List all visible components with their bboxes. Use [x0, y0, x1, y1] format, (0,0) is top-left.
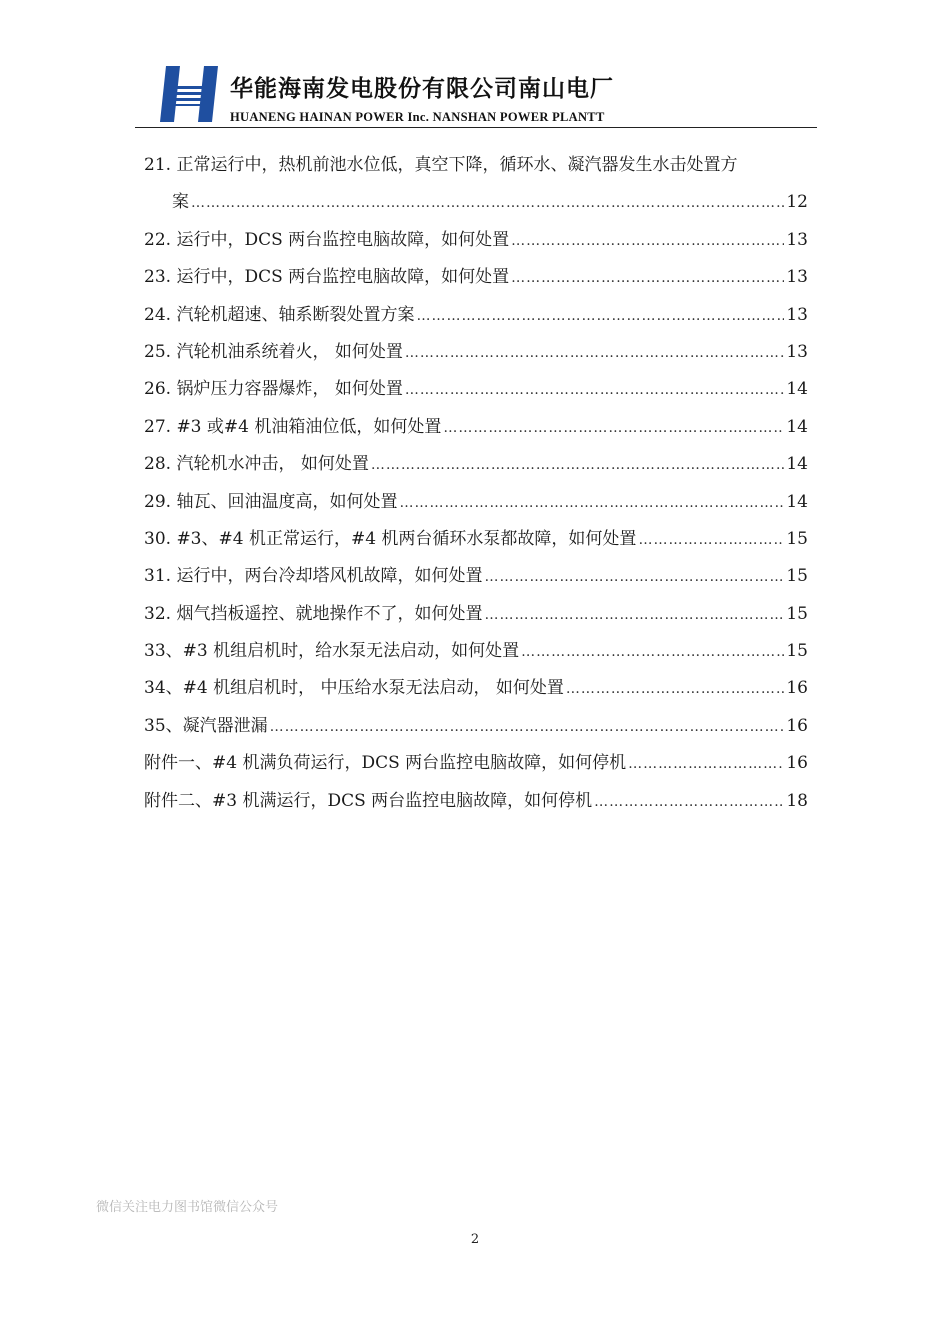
toc-entry[interactable] — [144, 748, 808, 785]
toc-entry[interactable] — [144, 412, 808, 449]
toc-leader-dots — [399, 495, 784, 511]
toc-leader-dots — [191, 195, 784, 211]
toc-page-number: 13 — [786, 341, 808, 362]
toc-page-number: 16 — [786, 715, 808, 736]
toc-entry-title: 22. 运行中，DCS 两台监控电脑故障，如何处置 — [144, 229, 510, 250]
toc-page-number: 16 — [786, 678, 808, 699]
toc-entry-title: 23. 运行中，DCS 两台监控电脑故障，如何处置 — [144, 267, 510, 288]
huaneng-h-logo-icon — [160, 66, 218, 122]
toc-leader-dots — [405, 345, 785, 361]
toc-page-number: 15 — [786, 566, 808, 587]
toc-entry[interactable] — [144, 786, 808, 823]
toc-entry-title: 35、凝汽器泄漏 — [144, 715, 268, 736]
table-of-contents — [144, 150, 808, 823]
toc-entry[interactable] — [144, 225, 808, 262]
toc-entry[interactable] — [144, 262, 808, 299]
toc-page-number: 15 — [786, 641, 808, 662]
toc-entry-title: 28. 汽轮机水冲击， 如何处置 — [144, 454, 369, 475]
toc-page-number: 18 — [786, 790, 808, 811]
toc-leader-dots — [484, 569, 784, 585]
toc-entry-title: 26. 锅炉压力容器爆炸， 如何处置 — [144, 379, 403, 400]
toc-leader-dots — [628, 756, 784, 772]
toc-entry[interactable] — [144, 487, 808, 524]
toc-entry[interactable] — [144, 561, 808, 598]
toc-leader-dots — [521, 644, 784, 660]
toc-entry-title: 21. 正常运行中，热机前池水位低，真空下降，循环水、凝汽器发生水击处置方 — [144, 155, 738, 175]
header-divider — [135, 127, 817, 128]
toc-entry-title: 25. 汽轮机油系统着火， 如何处置 — [144, 341, 403, 362]
toc-entry-title: 29. 轴瓦、回油温度高，如何处置 — [144, 491, 398, 512]
toc-leader-dots — [371, 457, 785, 473]
toc-entry[interactable] — [144, 337, 808, 374]
toc-entry-title: 附件二、#3 机满运行，DCS 两台监控电脑故障，如何停机 — [144, 790, 593, 811]
toc-page-number: 14 — [786, 454, 808, 475]
toc-leader-dots — [638, 532, 784, 548]
toc-page-number: 12 — [786, 192, 808, 213]
toc-leader-dots — [405, 382, 785, 398]
company-name-en: HUANENG HAINAN POWER Inc. NANSHAN POWER PLANTT — [230, 110, 605, 124]
toc-entry[interactable] — [144, 300, 808, 337]
toc-page-number: 15 — [786, 528, 808, 549]
toc-entry-title: 34、#4 机组启机时， 中压给水泵无法启动， 如何处置 — [144, 678, 564, 699]
watermark-text: 微信关注电力图书馆微信公众号 — [96, 1200, 279, 1215]
toc-entry[interactable] — [144, 636, 808, 673]
toc-entry-title: 33、#3 机组启机时，给水泵无法启动，如何处置 — [144, 641, 520, 662]
toc-leader-dots — [566, 681, 784, 697]
toc-entry-title-continued: 案 — [172, 192, 189, 213]
toc-page-number: 14 — [786, 491, 808, 512]
toc-entry-title: 24. 汽轮机超速、轴系断裂处置方案 — [144, 304, 415, 325]
toc-page-number: 13 — [786, 267, 808, 288]
toc-entry-title: 30. #3、#4 机正常运行，#4 机两台循环水泵都故障，如何处置 — [144, 528, 637, 549]
toc-entry[interactable] — [144, 449, 808, 486]
toc-entry-title: 32. 烟气挡板遥控、就地操作不了，如何处置 — [144, 603, 483, 624]
toc-page-number: 14 — [786, 379, 808, 400]
toc-page-number: 13 — [786, 229, 808, 250]
toc-entry[interactable] — [144, 711, 808, 748]
toc-page-number: 16 — [786, 753, 808, 774]
toc-leader-dots — [443, 420, 784, 436]
toc-leader-dots — [416, 308, 784, 324]
toc-entry-title: 27. #3 或#4 机油箱油位低，如何处置 — [144, 416, 442, 437]
toc-entry[interactable] — [144, 150, 808, 225]
toc-leader-dots — [511, 270, 784, 286]
toc-entry[interactable] — [144, 524, 808, 561]
company-name-cn: 华能海南发电股份有限公司南山电厂 — [230, 76, 614, 102]
toc-entry[interactable] — [144, 599, 808, 636]
toc-entry[interactable] — [144, 374, 808, 411]
toc-page-number: 15 — [786, 603, 808, 624]
page-number: 2 — [470, 1232, 480, 1247]
toc-leader-dots — [594, 794, 784, 810]
toc-entry-title: 31. 运行中，两台冷却塔风机故障，如何处置 — [144, 566, 483, 587]
letterhead — [135, 58, 817, 130]
toc-leader-dots — [511, 233, 784, 249]
toc-page-number: 14 — [786, 416, 808, 437]
toc-leader-dots — [484, 607, 784, 623]
toc-leader-dots — [270, 719, 785, 735]
toc-entry-title: 附件一、#4 机满负荷运行，DCS 两台监控电脑故障，如何停机 — [144, 753, 627, 774]
toc-entry[interactable] — [144, 673, 808, 710]
toc-page-number: 13 — [786, 304, 808, 325]
